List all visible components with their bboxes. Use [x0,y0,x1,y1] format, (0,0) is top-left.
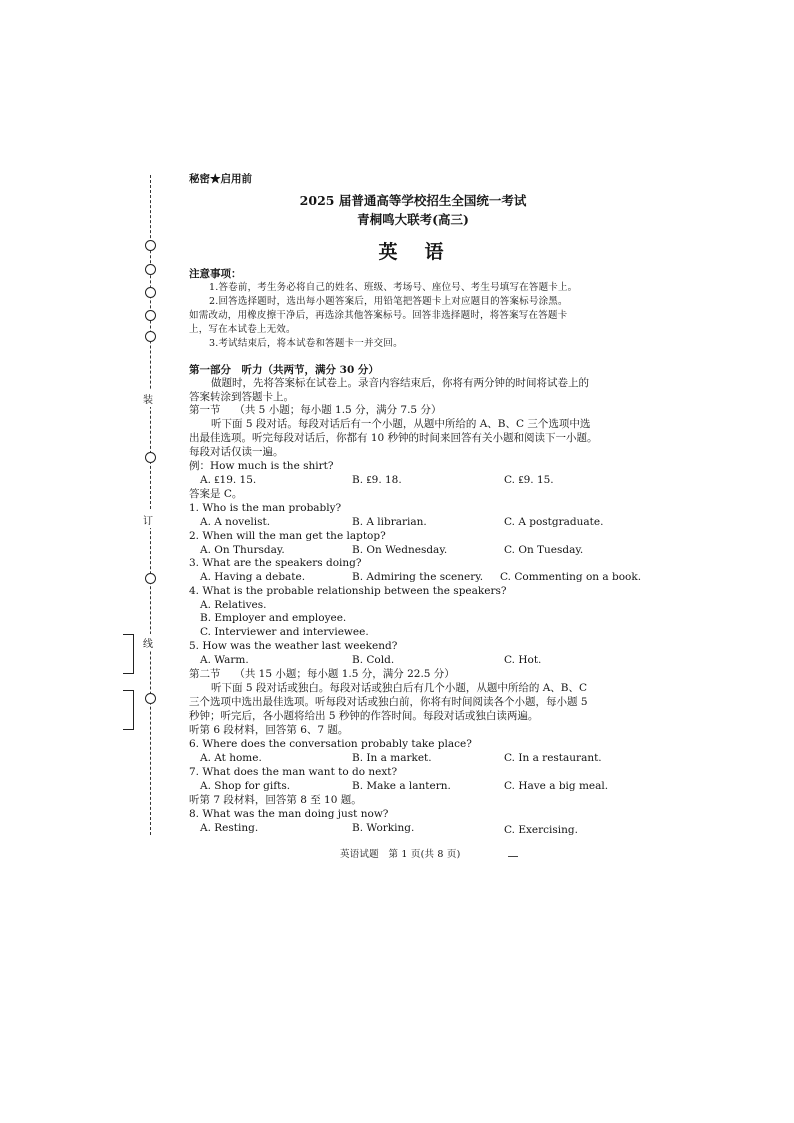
binding-hole [145,693,156,704]
subject-title: 英 语 [378,241,448,263]
question-option: A. Resting. [200,822,259,834]
question-option: A. A novelist. [200,516,271,528]
binding-mark-zhuang: 装 [143,390,153,407]
binding-mark-xian: 线 [143,634,153,651]
question-option: B. Employer and employee. [200,612,347,624]
section2-heading: 第二节 （共 15 小题；每小题 1.5 分，满分 22.5 分） [189,668,455,680]
material-label: 听第 7 段材料，回答第 8 至 10 题。 [189,794,362,806]
binding-hole [145,452,156,463]
notice-item: 上，写在本试卷上无效。 [189,324,296,335]
notice-item: 2.回答选择题时，选出每小题答案后，用铅笔把答题卡上对应题目的答案标号涂黑。 [209,296,568,307]
example-option: A. ₤19. 15. [200,474,257,486]
exam-subtitle: 青桐鸣大联考(高三) [357,212,469,227]
question-text: 1. Who is the man probably? [189,502,342,514]
question-option: B. In a market. [352,752,432,764]
question-text: 7. What does the man want to do next? [189,766,398,778]
example-option: C. ₤9. 15. [504,474,554,486]
binding-mark-ding: 订 [143,511,153,528]
page-footer: 英语试题 第 1 页(共 8 页) [340,849,461,860]
question-option: A. Having a debate. [200,571,306,583]
section2-instruction: 听下面 5 段对话或独白。每段对话或独白后有几个小题，从题中所给的 A、B、C [211,682,588,694]
binding-hole [145,573,156,584]
question-option: A. On Thursday. [200,544,285,556]
binding-hole [145,310,156,321]
example-answer: 答案是 C。 [189,488,243,500]
example-option: B. ₤9. 18. [352,474,402,486]
section2-instruction: 三个选项中选出最佳选项。听每段对话或独白前，你将有时间阅读各个小题，每小题 5 [189,696,588,708]
question-text: 2. When will the man get the laptop? [189,530,386,542]
question-text: 4. What is the probable relationship between the speakers? [189,585,507,597]
question-text: 5. How was the weather last weekend? [189,640,398,652]
question-option: B. Cold. [352,654,395,666]
part1-instruction: 做题时，先将答案标在试卷上。录音内容结束后，你将有两分钟的时间将试卷上的 [211,377,589,389]
material-label: 听第 6 段材料，回答第 6、7 题。 [189,724,349,736]
question-text: 3. What are the speakers doing? [189,557,362,569]
question-text: 6. Where does the conversation probably take place? [189,738,472,750]
part1-heading: 第一部分 听力（共两节，满分 30 分） [189,364,379,376]
binding-hole [145,264,156,275]
question-option: B. A librarian. [352,516,427,528]
notice-item: 3.考试结束后，将本试卷和答题卡一并交回。 [209,338,403,349]
confidential-label: 秘密★启用前 [189,173,252,185]
question-option: A. At home. [200,752,262,764]
footer-dash [508,856,518,857]
notice-heading: 注意事项： [189,268,242,280]
question-option: B. Working. [352,822,415,834]
section1-instruction: 出最佳选项。听完每段对话后，你都有 10 秒钟的时间来回答有关小题和阅读下一小题。 [189,432,598,444]
question-option: C. Hot. [504,654,542,666]
section1-heading: 第一节 （共 5 小题；每小题 1.5 分，满分 7.5 分） [189,404,442,416]
question-option: C. On Tuesday. [504,544,584,556]
section1-instruction: 每段对话仅读一遍。 [189,446,284,458]
question-option: C. Commenting on a book. [500,571,642,583]
binding-hole [145,331,156,342]
exam-title: 2025 届普通高等学校招生全国统一考试 [299,193,527,208]
binding-bracket [123,634,134,674]
notice-item: 1.答卷前，考生务必将自己的姓名、班级、考场号、座位号、考生号填写在答题卡上。 [209,282,578,293]
binding-bracket [123,690,134,730]
binding-hole [145,287,156,298]
question-option: C. Interviewer and interviewee. [200,626,369,638]
question-option: A. Shop for gifts. [200,780,291,792]
example-question: 例：How much is the shirt? [189,460,334,472]
question-option: B. Make a lantern. [352,780,451,792]
question-option: A. Warm. [200,654,249,666]
section2-instruction: 秒钟；听完后，各小题将给出 5 秒钟的作答时间。每段对话或独白读两遍。 [189,710,539,722]
notice-item: 如需改动，用橡皮擦干净后，再选涂其他答案标号。回答非选择题时，将答案写在答题卡 [189,310,568,321]
binding-hole [145,240,156,251]
question-option: C. In a restaurant. [504,752,602,764]
question-option: C. Exercising. [504,824,578,836]
question-option: C. Have a big meal. [504,780,609,792]
section1-instruction: 听下面 5 段对话。每段对话后有一个小题，从题中所给的 A、B、C 三个选项中选 [211,418,591,430]
part1-instruction: 答案转涂到答题卡上。 [189,391,294,403]
question-option: B. On Wednesday. [352,544,448,556]
question-option: A. Relatives. [200,599,267,611]
question-option: C. A postgraduate. [504,516,604,528]
question-text: 8. What was the man doing just now? [189,808,389,820]
question-option: B. Admiring the scenery. [352,571,484,583]
